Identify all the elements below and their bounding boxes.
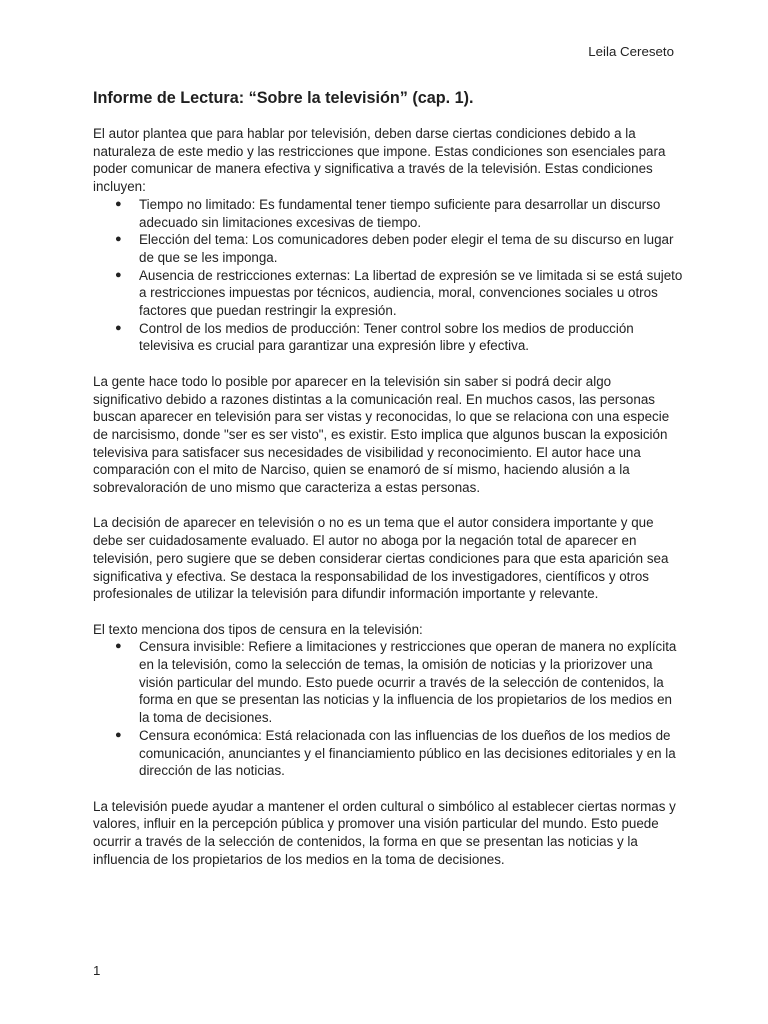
censorship-list (93, 638, 683, 780)
header-author-name: Leila Cereseto (588, 44, 674, 59)
list-item (93, 320, 683, 355)
paragraph-spacer (93, 355, 683, 373)
paragraph-spacer (93, 603, 683, 621)
list-item-text: Tiempo no limitado: Es fundamental tener tiempo suficiente para desarrollar un discurso adecuado sin limitaciones excesivas de tiempo. (139, 196, 661, 230)
bullet-icon: ● (115, 640, 122, 653)
list-item (93, 267, 683, 320)
bullet-icon: ● (115, 268, 122, 281)
paragraph-spacer (93, 497, 683, 515)
paragraph-cultural-order: La televisión puede ayudar a mantener el orden cultural o simbólico al establecer ciertas normas y valores, influir en la percepción pública y promover una visión particular del mundo. Esto puede ocurrir a través de la selección de contenidos, la forma en que se presentan las noticias y la influencia de los propietarios de los medios en la toma de decisiones. (93, 798, 676, 867)
list-item-text: Ausencia de restricciones externas: La libertad de expresión se ve limitada si se está sujeto a restricciones impuestas por técnicos, audiencia, moral, convenciones sociales u otros factores que puedan restringir la expresión. (139, 267, 683, 319)
list-item-text: Control de los medios de producción: Tener control sobre los medios de producción televisiva es crucial para garantizar una expresión libre y efectiva. (139, 320, 634, 354)
list-item-text: Elección del tema: Los comunicadores deben poder elegir el tema de su discurso en lugar de que se les imponga. (139, 232, 674, 265)
list-item (93, 638, 683, 727)
list-item (93, 231, 683, 266)
paragraph-censorship-intro: El texto menciona dos tipos de censura en la televisión: (93, 621, 423, 637)
page-number: 1 (93, 963, 101, 978)
list-item (93, 196, 683, 231)
bullet-icon: ● (115, 321, 122, 334)
paragraph-decision: La decisión de aparecer en televisión o no es un tema que el autor considera importante y que debe ser cuidadosamente evaluado. El autor no aboga por la negación total de aparecer en televisión, pero sugiere que se deben considerar ciertas condiciones para que esta aparición sea significativa y efectiva. Se destaca la responsabilidad de los investigadores, científicos y otros profesionales de utilizar la televisión para difundir información importante y relevante. (93, 515, 669, 602)
conditions-list (93, 196, 683, 355)
paragraph-spacer (93, 780, 683, 798)
bullet-icon: ● (115, 728, 122, 741)
list-item-text: Censura invisible: Refiere a limitaciones y restricciones que operan de manera no explícita en la televisión, como la selección de temas, la omisión de noticias y la priorizover una visión particular del mundo. Esto puede ocurrir a través de la selección de contenidos, la forma en que se presentan las noticias y la influencia de los propietarios de los medios en la toma de decisiones. (139, 639, 677, 726)
bullet-icon: ● (115, 233, 122, 246)
paragraph-narcissism: La gente hace todo lo posible por aparecer en la televisión sin saber si podrá decir algo significativo debido a razones distintas a la comunicación real. En muchos casos, las personas buscan aparecer en televisión para ser vistas y reconocidas, lo que se relaciona con una especie de narcisismo, donde "ser es ser visto", es existir. Esto implica que algunos buscan la exposición televisiva para satisfacer sus necesidades de visibilidad y reconocimiento. El autor hace una comparación con el mito de Narciso, quien se enamoró de sí mismo, haciendo alusión a la sobrevaloración de uno mismo que caracteriza a estas personas. (93, 373, 670, 496)
document-title: Informe de Lectura: “Sobre la televisión” (cap. 1). (93, 89, 474, 107)
list-item-text: Censura económica: Está relacionada con las influencias de los dueños de los medios de comunicación, anunciantes y el financiamiento público en las decisiones editoriales y en la dirección de las noticias. (139, 727, 676, 779)
bullet-icon: ● (115, 197, 122, 210)
paragraph-intro: El autor plantea que para hablar por televisión, deben darse ciertas condiciones debido a la naturaleza de este medio y las restricciones que impone. Estas condiciones son esenciales para poder comunicar de manera efectiva y significativa a través de la televisión. Estas condiciones incluyen: (93, 126, 666, 195)
list-item (93, 727, 683, 780)
document-body (93, 87, 683, 868)
